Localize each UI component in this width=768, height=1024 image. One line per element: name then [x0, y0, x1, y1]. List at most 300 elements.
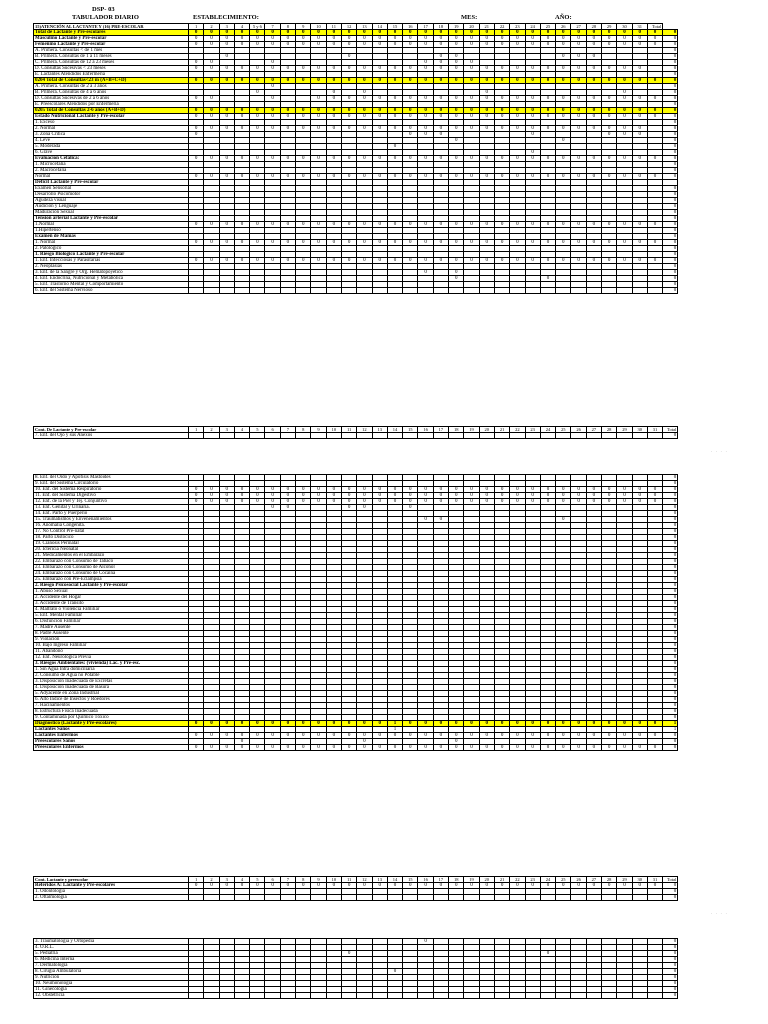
day-cell: 0: [234, 66, 249, 72]
day-cell: 0: [525, 258, 540, 264]
day-cell: 0: [525, 493, 540, 499]
day-cell: 0: [311, 745, 326, 751]
day-cell: 0: [296, 36, 311, 42]
day-cell: 0: [479, 174, 494, 180]
row-total: 0: [663, 565, 678, 571]
day-cell: 0: [540, 42, 555, 48]
day-cell: 0: [387, 78, 402, 84]
day-cell: 0: [556, 222, 571, 228]
day-cell: 0: [296, 487, 311, 493]
day-cell: 0: [586, 66, 601, 72]
row-total: 0: [663, 691, 678, 697]
day-cell: 0: [372, 745, 387, 751]
row-label: 1. Riesgo Biológico Lactante y Pre-escolar: [34, 252, 189, 258]
day-cell: 0: [647, 42, 662, 48]
table-row: [34, 433, 678, 439]
day-cell: 0: [479, 108, 494, 114]
day-header: 29: [617, 877, 632, 883]
day-cell: 0: [556, 721, 571, 727]
day-cell: 0: [296, 42, 311, 48]
row-total: 0: [663, 957, 678, 963]
day-cell: 0: [296, 30, 311, 36]
row-total: 0: [663, 655, 678, 661]
day-cell: 0: [189, 126, 204, 132]
day-cell: 0: [265, 60, 280, 66]
total-header: Total: [647, 24, 662, 30]
day-cell: 0: [219, 222, 234, 228]
day-cell: [449, 895, 464, 901]
day-cell: [571, 895, 586, 901]
day-header: 23: [525, 427, 540, 433]
day-cell: 0: [571, 745, 586, 751]
day-cell: 0: [280, 487, 295, 493]
day-cell: 0: [586, 78, 601, 84]
day-cell: 0: [204, 499, 219, 505]
day-cell: 0: [647, 258, 662, 264]
row-label: Desarrollo Psicomotor: [34, 192, 189, 198]
day-cell: 0: [250, 487, 265, 493]
day-header: 28: [602, 877, 617, 883]
day-cell: 0: [204, 108, 219, 114]
day-cell: 0: [250, 156, 265, 162]
day-cell: 0: [464, 721, 479, 727]
day-header: 29: [602, 24, 617, 30]
day-cell: [372, 288, 387, 294]
row-label: 2. Neoplasias: [34, 264, 189, 270]
day-cell: 0: [540, 721, 555, 727]
row-total: 0: [663, 709, 678, 715]
day-cell: 0: [571, 222, 586, 228]
day-cell: 0: [311, 42, 326, 48]
row-total: 0: [663, 607, 678, 613]
day-cell: 0: [265, 883, 280, 889]
row-total: 0: [663, 601, 678, 607]
day-cell: 0: [586, 30, 601, 36]
day-cell: [341, 993, 356, 999]
row-total: 0: [663, 120, 678, 126]
day-cell: 0: [540, 66, 555, 72]
day-cell: 0: [219, 126, 234, 132]
day-cell: 0: [204, 240, 219, 246]
row-total: 0: [663, 529, 678, 535]
day-cell: 0: [479, 883, 494, 889]
day-cell: 0: [357, 499, 372, 505]
row-total: 0: [663, 282, 678, 288]
day-cell: 0: [494, 36, 509, 42]
day-cell: [525, 993, 540, 999]
day-cell: 0: [617, 96, 632, 102]
row-total: 0: [663, 54, 678, 60]
day-header: 12: [341, 24, 356, 30]
day-header: 20: [464, 24, 479, 30]
day-cell: 0: [494, 222, 509, 228]
day-cell: [617, 895, 632, 901]
row-label: Audición y Lenguaje: [34, 204, 189, 210]
day-cell: 0: [265, 222, 280, 228]
day-cell: [449, 993, 464, 999]
day-cell: 0: [632, 36, 647, 42]
day-cell: 0: [403, 132, 418, 138]
day-cell: [357, 288, 372, 294]
row-total: 0: [663, 571, 678, 577]
day-cell: 0: [525, 78, 540, 84]
day-header: 11: [341, 427, 356, 433]
day-cell: [571, 288, 586, 294]
day-cell: 0: [647, 108, 662, 114]
day-cell: 0: [571, 78, 586, 84]
row-label: Examen Sensorial: [34, 186, 189, 192]
day-cell: [586, 993, 601, 999]
day-cell: 0: [510, 499, 525, 505]
day-cell: 0: [234, 222, 249, 228]
anio-label: AÑO:: [555, 14, 572, 21]
row-total: 0: [663, 252, 678, 258]
day-header: 15: [403, 427, 418, 433]
day-cell: 0: [586, 240, 601, 246]
day-cell: 0: [556, 883, 571, 889]
day-cell: 0: [632, 66, 647, 72]
row-total: 0: [663, 132, 678, 138]
day-cell: 0: [204, 114, 219, 120]
day-cell: 0: [617, 883, 632, 889]
day-cell: 0: [387, 42, 402, 48]
page-mark: · · · ·: [710, 912, 728, 917]
day-cell: 0: [617, 90, 632, 96]
row-total: 0: [663, 72, 678, 78]
day-cell: 0: [449, 174, 464, 180]
day-cell: 0: [464, 114, 479, 120]
day-cell: 0: [418, 30, 433, 36]
day-cell: [433, 433, 448, 439]
day-cell: 0: [403, 222, 418, 228]
day-cell: 0: [617, 66, 632, 72]
day-header: 26: [556, 24, 571, 30]
day-header: 21: [494, 427, 509, 433]
row-label: 7. Dermatología: [34, 963, 189, 969]
day-cell: 0: [602, 258, 617, 264]
row-label: 4. Leve: [34, 138, 189, 144]
day-cell: 0: [510, 42, 525, 48]
day-cell: 0: [326, 487, 341, 493]
day-cell: 0: [617, 126, 632, 132]
day-cell: 0: [219, 30, 234, 36]
row-total: 0: [663, 204, 678, 210]
day-cell: 0: [280, 499, 295, 505]
day-cell: 0: [571, 733, 586, 739]
day-cell: 0: [280, 721, 295, 727]
day-cell: 0: [525, 499, 540, 505]
tabulation-table-page1: [33, 23, 678, 294]
day-cell: 0: [372, 883, 387, 889]
day-cell: 0: [602, 36, 617, 42]
day-cell: 0: [311, 96, 326, 102]
day-cell: [311, 993, 326, 999]
day-cell: 0: [433, 499, 448, 505]
day-cell: 0: [647, 174, 662, 180]
row-total: 0: [663, 84, 678, 90]
day-cell: [449, 433, 464, 439]
day-header: 14: [387, 877, 402, 883]
day-cell: 0: [280, 258, 295, 264]
row-label: 1. Exceso: [34, 120, 189, 126]
row-label: B. Primera. Consultas de 4 a 6 años: [34, 90, 189, 96]
day-cell: 0: [326, 36, 341, 42]
day-cell: 0: [464, 174, 479, 180]
day-header: 7: [280, 427, 295, 433]
row-total: 0: [663, 264, 678, 270]
day-cell: 0: [234, 30, 249, 36]
day-cell: 0: [525, 96, 540, 102]
row-label: 8. Enf. del Oído y Apófisis Mastoides: [34, 475, 189, 481]
day-cell: 0: [494, 733, 509, 739]
day-cell: 0: [296, 108, 311, 114]
day-cell: 0: [540, 222, 555, 228]
day-cell: [280, 993, 295, 999]
day-cell: 0: [571, 54, 586, 60]
day-header: 24: [540, 877, 555, 883]
day-cell: 0: [632, 132, 647, 138]
row-label: 6. Alto Índice de Insectos y Roedores: [34, 697, 189, 703]
day-cell: 0: [602, 96, 617, 102]
day-cell: 0: [311, 30, 326, 36]
day-cell: 0: [326, 745, 341, 751]
day-cell: 0: [280, 733, 295, 739]
day-cell: 0: [632, 114, 647, 120]
row-total: 0: [663, 138, 678, 144]
row-total: 0: [663, 883, 678, 889]
day-cell: 0: [341, 721, 356, 727]
day-cell: 0: [250, 90, 265, 96]
day-cell: [250, 288, 265, 294]
day-cell: 0: [571, 96, 586, 102]
row-total: 0: [663, 162, 678, 168]
day-header: 24: [540, 427, 555, 433]
day-cell: 0: [280, 505, 295, 511]
day-cell: [250, 433, 265, 439]
day-cell: 0: [234, 733, 249, 739]
day-cell: [602, 895, 617, 901]
day-cell: 0: [372, 30, 387, 36]
day-cell: 0: [540, 499, 555, 505]
day-cell: 0: [494, 30, 509, 36]
day-cell: 0: [449, 156, 464, 162]
day-cell: 0: [494, 156, 509, 162]
day-cell: 0: [189, 240, 204, 246]
day-cell: 0: [250, 493, 265, 499]
row-label: Lactantes Enfermos: [34, 733, 189, 739]
day-cell: 0: [479, 126, 494, 132]
day-cell: 0: [540, 951, 555, 957]
day-cell: 0: [540, 30, 555, 36]
day-cell: 0: [326, 156, 341, 162]
day-cell: 0: [372, 258, 387, 264]
day-cell: 0: [418, 493, 433, 499]
day-cell: 0: [571, 108, 586, 114]
day-cell: 0: [510, 78, 525, 84]
day-cell: 0: [617, 42, 632, 48]
day-cell: 0: [617, 499, 632, 505]
day-cell: 0: [494, 499, 509, 505]
day-header: 17: [418, 24, 433, 30]
day-cell: 0: [571, 174, 586, 180]
day-cell: [494, 895, 509, 901]
day-cell: 0: [341, 126, 356, 132]
day-header: 10: [311, 24, 326, 30]
row-label: 7. Hacinamientos: [34, 703, 189, 709]
day-cell: 0: [525, 114, 540, 120]
day-cell: [296, 433, 311, 439]
day-header: 6: [265, 427, 280, 433]
day-cell: 0: [357, 156, 372, 162]
row-label: 1.Normal: [34, 222, 189, 228]
day-cell: 0: [387, 499, 402, 505]
section-header: Cont. Lactante y preescolar: [34, 877, 189, 883]
day-cell: 0: [556, 745, 571, 751]
day-cell: 0: [403, 733, 418, 739]
day-cell: 0: [234, 78, 249, 84]
day-cell: 0: [433, 54, 448, 60]
day-cell: [510, 288, 525, 294]
day-cell: 0: [449, 66, 464, 72]
day-cell: [479, 895, 494, 901]
row-total: 0: [663, 475, 678, 481]
row-label: Diagnóstico (Lactante y Pre-escolares): [34, 721, 189, 727]
day-header: 9: [311, 427, 326, 433]
day-cell: 0: [403, 126, 418, 132]
day-cell: 0: [479, 42, 494, 48]
day-header: 17: [433, 877, 448, 883]
day-header: 16: [418, 877, 433, 883]
day-cell: 0: [387, 733, 402, 739]
day-header: 19: [464, 427, 479, 433]
day-cell: [280, 288, 295, 294]
day-cell: 0: [525, 721, 540, 727]
day-cell: [357, 895, 372, 901]
day-cell: 0: [571, 493, 586, 499]
day-cell: 0: [219, 499, 234, 505]
day-cell: 0: [372, 174, 387, 180]
day-cell: 0: [418, 42, 433, 48]
day-cell: 0: [418, 745, 433, 751]
day-cell: [250, 895, 265, 901]
day-cell: 0: [464, 493, 479, 499]
day-cell: 0: [617, 108, 632, 114]
day-cell: 1: [387, 721, 402, 727]
day-cell: 0: [540, 78, 555, 84]
day-cell: 0: [311, 174, 326, 180]
day-cell: 0: [326, 240, 341, 246]
day-cell: 0: [479, 30, 494, 36]
day-cell: 0: [494, 108, 509, 114]
row-label: Preescolares Enfermos: [34, 745, 189, 751]
row-label: 3. Zona Crítica: [34, 132, 189, 138]
row-total: 0: [663, 745, 678, 751]
day-cell: 0: [372, 66, 387, 72]
day-cell: 0: [540, 745, 555, 751]
day-cell: 0: [510, 30, 525, 36]
row-total: 0: [663, 90, 678, 96]
day-cell: [449, 288, 464, 294]
day-cell: 0: [632, 258, 647, 264]
day-cell: 0: [617, 721, 632, 727]
day-cell: 0: [433, 126, 448, 132]
day-cell: [387, 433, 402, 439]
day-cell: 0: [265, 240, 280, 246]
day-cell: [556, 895, 571, 901]
day-cell: 0: [602, 745, 617, 751]
day-cell: 0: [234, 739, 249, 745]
day-cell: 0: [280, 108, 295, 114]
row-label: 25. Embarazo con Pre-Eclampsia: [34, 577, 189, 583]
day-cell: 0: [449, 499, 464, 505]
day-cell: 0: [449, 60, 464, 66]
day-cell: 0: [433, 96, 448, 102]
row-total: 0: [663, 505, 678, 511]
day-cell: 0: [403, 78, 418, 84]
day-cell: [464, 993, 479, 999]
day-cell: 0: [265, 36, 280, 42]
row-label: 5. Enf. Mental Familiar: [34, 613, 189, 619]
row-label: B. Primera. Consultas de 1 a 11 meses: [34, 54, 189, 60]
row-total: 0: [663, 144, 678, 150]
day-cell: 0: [311, 156, 326, 162]
day-cell: 0: [571, 499, 586, 505]
day-cell: 0: [571, 156, 586, 162]
day-cell: 0: [617, 240, 632, 246]
day-cell: [403, 895, 418, 901]
day-cell: 0: [280, 114, 295, 120]
day-header: 1: [189, 877, 204, 883]
day-cell: 0: [265, 42, 280, 48]
row-label: Tensión arterial Lactante y Pre-escolar: [34, 216, 189, 222]
day-cell: 0: [341, 222, 356, 228]
row-total: 0: [663, 969, 678, 975]
day-cell: 0: [387, 487, 402, 493]
day-cell: 0: [418, 60, 433, 66]
day-cell: 0: [280, 174, 295, 180]
day-cell: [540, 433, 555, 439]
day-cell: 0: [632, 42, 647, 48]
day-cell: 0: [296, 222, 311, 228]
day-cell: 0: [311, 487, 326, 493]
day-cell: 0: [602, 493, 617, 499]
row-label: 1. Odontología: [34, 889, 189, 895]
row-label: 18. Parto Distócico: [34, 535, 189, 541]
day-cell: 0: [204, 174, 219, 180]
day-header: 27: [571, 24, 586, 30]
day-cell: 0: [556, 30, 571, 36]
day-cell: 0: [433, 883, 448, 889]
row-total: 0: [663, 993, 678, 999]
day-cell: 0: [265, 258, 280, 264]
day-cell: 0: [540, 883, 555, 889]
day-header: 31: [632, 24, 647, 30]
day-cell: 0: [525, 174, 540, 180]
day-cell: 0: [418, 114, 433, 120]
row-total: 0: [663, 222, 678, 228]
day-cell: 0: [387, 883, 402, 889]
day-cell: 0: [403, 487, 418, 493]
day-cell: [326, 993, 341, 999]
row-total: 0: [663, 715, 678, 721]
row-label: 22. Embarazo con Consumo de Tabaco: [34, 559, 189, 565]
day-cell: 0: [234, 883, 249, 889]
day-cell: 0: [449, 739, 464, 745]
day-cell: 0: [632, 721, 647, 727]
day-cell: 0: [265, 78, 280, 84]
day-header: 21: [494, 877, 509, 883]
day-cell: 0: [571, 240, 586, 246]
